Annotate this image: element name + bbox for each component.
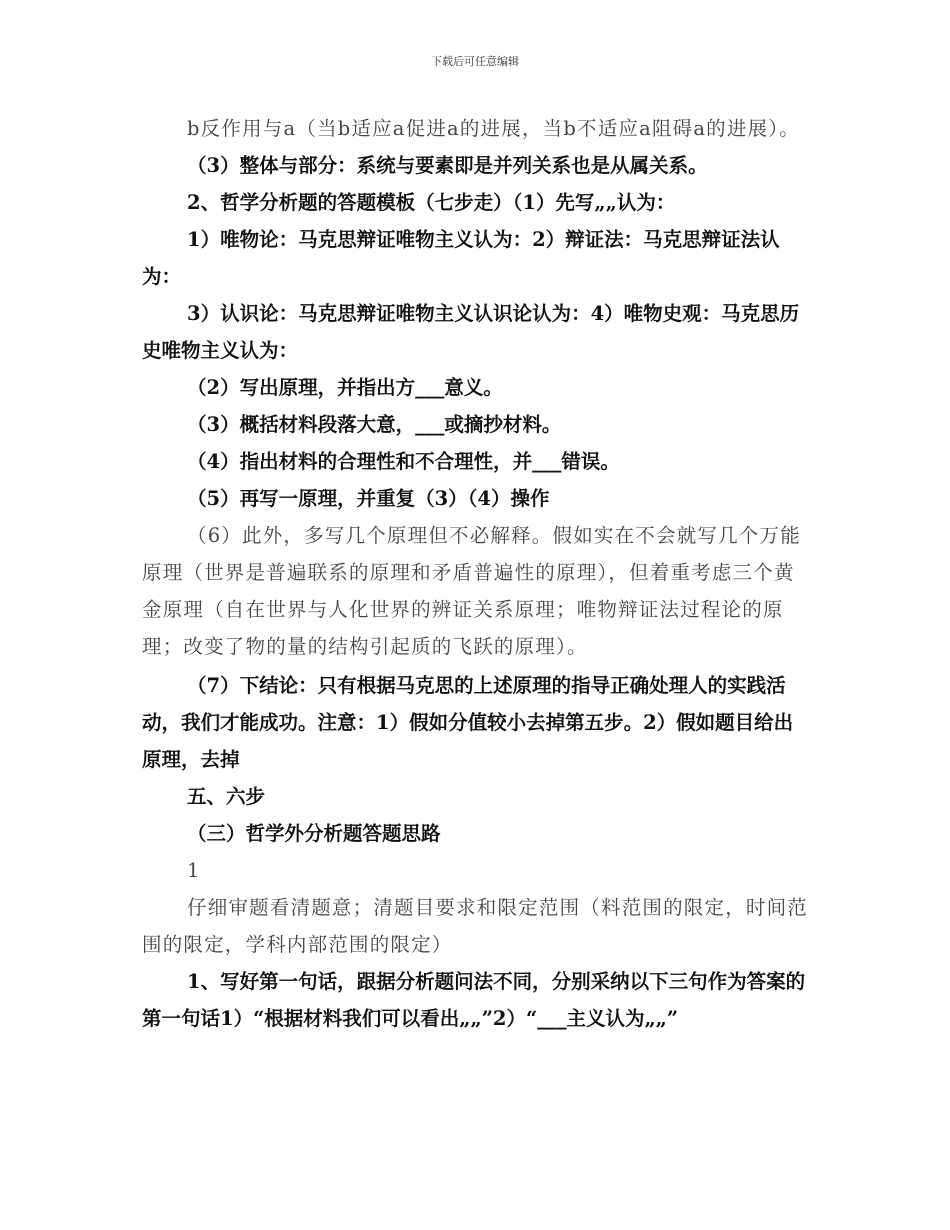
page-header: 下载后可任意编辑: [431, 55, 519, 68]
paragraph-epistemology: 3）认识论：马克思辩证唯物主义认识论认为：4）唯物史观：马克思历史唯物主义认为：: [142, 302, 800, 362]
paragraph-whole-part: （3）整体与部分：系统与要素即是并列关系也是从属关系。: [187, 154, 708, 177]
paragraph-step-2: （2）写出原理，并指出方___意义。: [187, 376, 503, 399]
section-heading-analysis: （三）哲学外分析题答题思路: [187, 822, 441, 845]
paragraph-step-3: （3）概括材料段落大意，___或摘抄材料。: [187, 413, 562, 436]
paragraph-step-5: （5）再写一原理，并重复（3）（4）操作: [187, 487, 550, 510]
list-number-1: 1: [187, 859, 201, 882]
paragraph-template-heading: 2、哲学分析题的答题模板（七步走）（1）先写„„认为：: [187, 191, 676, 214]
paragraph-read-carefully: 仔细审题看清题意；清题目要求和限定范围（料范围的限定，时间范围的限定，学科内部范围的限定）: [142, 896, 809, 956]
document-body: [142, 110, 810, 1037]
paragraph-step-6: （6）此外，多写几个原理但不必解释。假如实在不会就写几个万能原理（世界是普遍联系的原理和矛盾普遍性的原理），但着重考虑三个黄金原理（自在世界与人化世界的辨证关系原理；唯物辩证法过程论的原理；改变了物的量的结构引起质的飞跃的原理）。: [142, 524, 801, 658]
paragraph-materialism: 1）唯物论：马克思辩证唯物主义认为：2）辩证法：马克思辩证法认为：: [142, 228, 780, 288]
paragraph-steps-5-6: 五、六步: [187, 785, 266, 808]
paragraph-step-7: （7）下结论：只有根据马克思的上述原理的指导正确处理人的实践活动，我们才能成功。注意：1）假如分值较小去掉第五步。2）假如题目给出原理，去掉: [142, 674, 794, 771]
paragraph-b-reaction: b反作用与a（当b适应a促进a的进展，当b不适应a阻碍a的进展）。: [187, 117, 800, 140]
paragraph-step-4: （4）指出材料的合理性和不合理性，并___错误。: [187, 450, 620, 473]
paragraph-first-sentence: 1、写好第一句话，跟据分析题问法不同，分别采纳以下三句作为答案的第一句话1）“根据材料我们可以看出„„”2）“___主义认为„„”: [142, 970, 806, 1030]
